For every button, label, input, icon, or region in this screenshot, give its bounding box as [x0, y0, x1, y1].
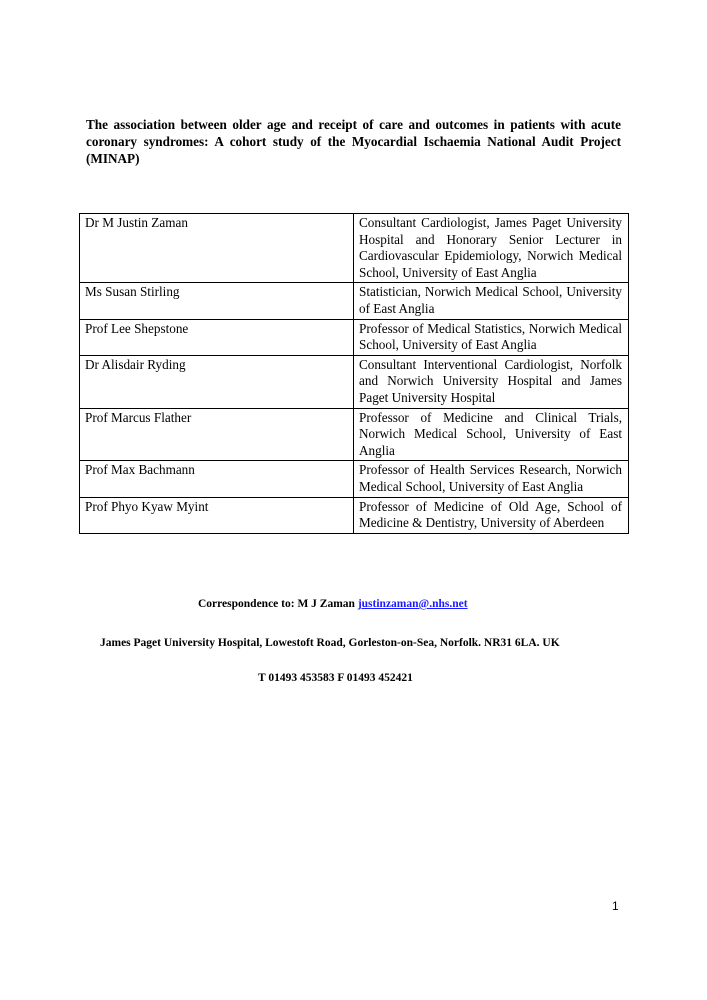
author-name: Dr M Justin Zaman	[80, 214, 354, 283]
author-affiliation: Professor of Health Services Research, Norwich Medical School, University of East Anglia	[354, 461, 629, 497]
author-name: Prof Marcus Flather	[80, 408, 354, 461]
author-affiliation: Professor of Medicine of Old Age, School of Medicine & Dentistry, University of Aberdeen	[354, 497, 629, 533]
correspondence-email-link[interactable]: justinzaman@.nhs.net	[357, 598, 468, 610]
table-row	[80, 214, 629, 283]
page-number: 1	[612, 899, 619, 913]
authors-table	[79, 213, 629, 534]
author-affiliation: Professor of Medical Statistics, Norwich Medical School, University of East Anglia	[354, 319, 629, 355]
author-affiliation: Statistician, Norwich Medical School, University of East Anglia	[354, 283, 629, 319]
paper-title: The association between older age and receipt of care and outcomes in patients with acute coronary syndromes: A cohort study of the Myocardial Ischaemia National Audit Project (MINAP)	[86, 117, 621, 166]
author-name: Prof Phyo Kyaw Myint	[80, 497, 354, 533]
author-affiliation: Professor of Medicine and Clinical Trials, Norwich Medical School, University of East Anglia	[354, 408, 629, 461]
table-row	[80, 319, 629, 355]
author-name: Prof Lee Shepstone	[80, 319, 354, 355]
author-affiliation: Consultant Interventional Cardiologist, Norfolk and Norwich University Hospital and James Paget University Hospital	[354, 355, 629, 408]
postal-address: James Paget University Hospital, Lowestoft Road, Gorleston-on-Sea, Norfolk. NR31 6LA. UK	[100, 637, 560, 649]
table-row	[80, 408, 629, 461]
correspondence-label: Correspondence to: M J Zaman	[198, 598, 355, 610]
table-row	[80, 355, 629, 408]
author-affiliation: Consultant Cardiologist, James Paget University Hospital and Honorary Senior Lecturer in Cardiovascular Epidemiology, Norwich Medical School, University of East Anglia	[354, 214, 629, 283]
phone-fax-line: T 01493 453583 F 01493 452421	[258, 672, 413, 684]
table-row	[80, 497, 629, 533]
author-name: Ms Susan Stirling	[80, 283, 354, 319]
table-row	[80, 283, 629, 319]
correspondence-line	[198, 598, 468, 610]
author-name: Dr Alisdair Ryding	[80, 355, 354, 408]
table-row	[80, 461, 629, 497]
author-name: Prof Max Bachmann	[80, 461, 354, 497]
